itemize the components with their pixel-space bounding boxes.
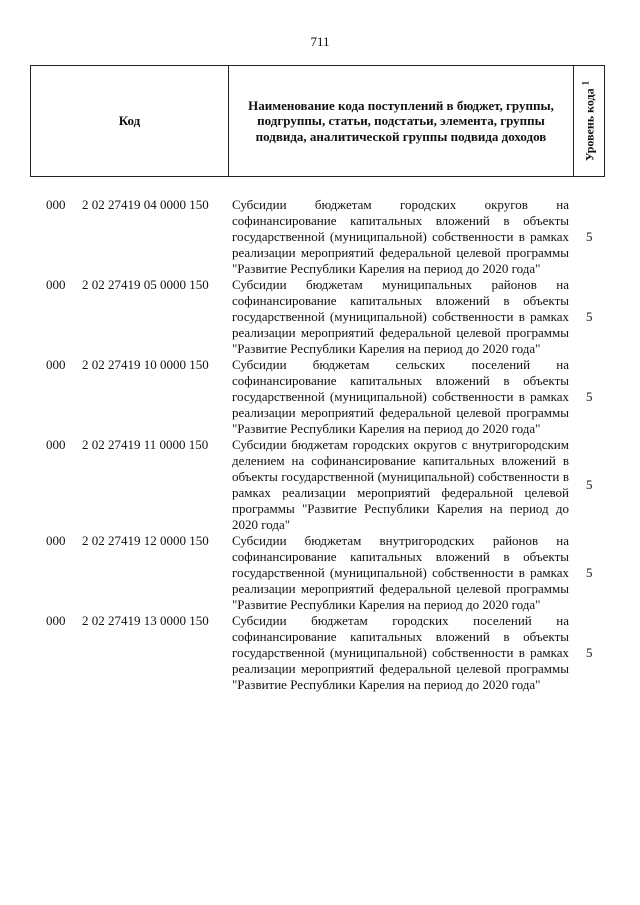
income-code: 2 02 27419 11 0000 150 bbox=[82, 437, 209, 452]
income-code: 2 02 27419 13 0000 150 bbox=[82, 613, 209, 628]
code-level: 5 bbox=[586, 645, 593, 660]
table-row bbox=[0, 357, 640, 437]
admin-code: 000 bbox=[46, 277, 66, 292]
code-level: 5 bbox=[586, 477, 593, 492]
header-name: Наименование кода поступлений в бюджет, группы, подгруппы, статьи, подстатьи, элемента, группы подвида, аналитической группы подвида доходов bbox=[229, 66, 574, 176]
income-code: 2 02 27419 12 0000 150 bbox=[82, 533, 209, 548]
header-level-footnote: 1 bbox=[580, 80, 591, 86]
income-name: Субсидии бюджетам муниципальных районов на софинансирование капитальных вложений в объекты государственной (муниципальной) собственности в рамках реализации мероприятий федеральной целевой программы "Развитие Республики Карелия на период до 2020 года" bbox=[232, 277, 569, 356]
header-code: Код bbox=[31, 66, 229, 176]
admin-code: 000 bbox=[46, 197, 66, 212]
table-header bbox=[30, 65, 605, 177]
income-name: Субсидии бюджетам внутригородских районов на софинансирование капитальных вложений в объекты государственной (муниципальной) собственности в рамках реализации мероприятий федеральной целевой программы "Развитие Республики Карелия на период до 2020 года" bbox=[232, 533, 569, 612]
income-name: Субсидии бюджетам городских округов на софинансирование капитальных вложений в объекты государственной (муниципальной) собственности в рамках реализации мероприятий федеральной целевой программы "Развитие Республики Карелия на период до 2020 года" bbox=[232, 197, 569, 276]
income-name: Субсидии бюджетам городских поселений на софинансирование капитальных вложений в объекты государственной (муниципальной) собственности в рамках реализации мероприятий федеральной целевой программы "Развитие Республики Карелия на период до 2020 года" bbox=[232, 613, 569, 692]
page-number: 711 bbox=[310, 34, 330, 49]
header-level-label bbox=[581, 81, 598, 161]
table-row bbox=[0, 277, 640, 357]
code-level: 5 bbox=[586, 309, 593, 324]
code-level: 5 bbox=[586, 229, 593, 244]
income-name: Субсидии бюджетам городских округов с внутригородским делением на софинансирование капитальных вложений в объекты государственной (муниципальной) собственности в рамках реализации мероприятий федеральной целевой программы "Развитие Республики Карелия на период до 2020 года" bbox=[232, 437, 569, 532]
income-code: 2 02 27419 04 0000 150 bbox=[82, 197, 209, 212]
table-row bbox=[0, 437, 640, 533]
income-code: 2 02 27419 10 0000 150 bbox=[82, 357, 209, 372]
income-code: 2 02 27419 05 0000 150 bbox=[82, 277, 209, 292]
table-body bbox=[0, 197, 640, 693]
code-level: 5 bbox=[586, 389, 593, 404]
income-name: Субсидии бюджетам сельских поселений на софинансирование капитальных вложений в объекты государственной (муниципальной) собственности в рамках реализации мероприятий федеральной целевой программы "Развитие Республики Карелия на период до 2020 года" bbox=[232, 357, 569, 436]
table-row bbox=[0, 197, 640, 277]
admin-code: 000 bbox=[46, 357, 66, 372]
code-level: 5 bbox=[586, 565, 593, 580]
header-level bbox=[574, 66, 604, 176]
admin-code: 000 bbox=[46, 533, 66, 548]
table-row bbox=[0, 613, 640, 693]
header-level-text: Уровень кода bbox=[582, 88, 597, 162]
admin-code: 000 bbox=[46, 437, 66, 452]
admin-code: 000 bbox=[46, 613, 66, 628]
table-row bbox=[0, 533, 640, 613]
